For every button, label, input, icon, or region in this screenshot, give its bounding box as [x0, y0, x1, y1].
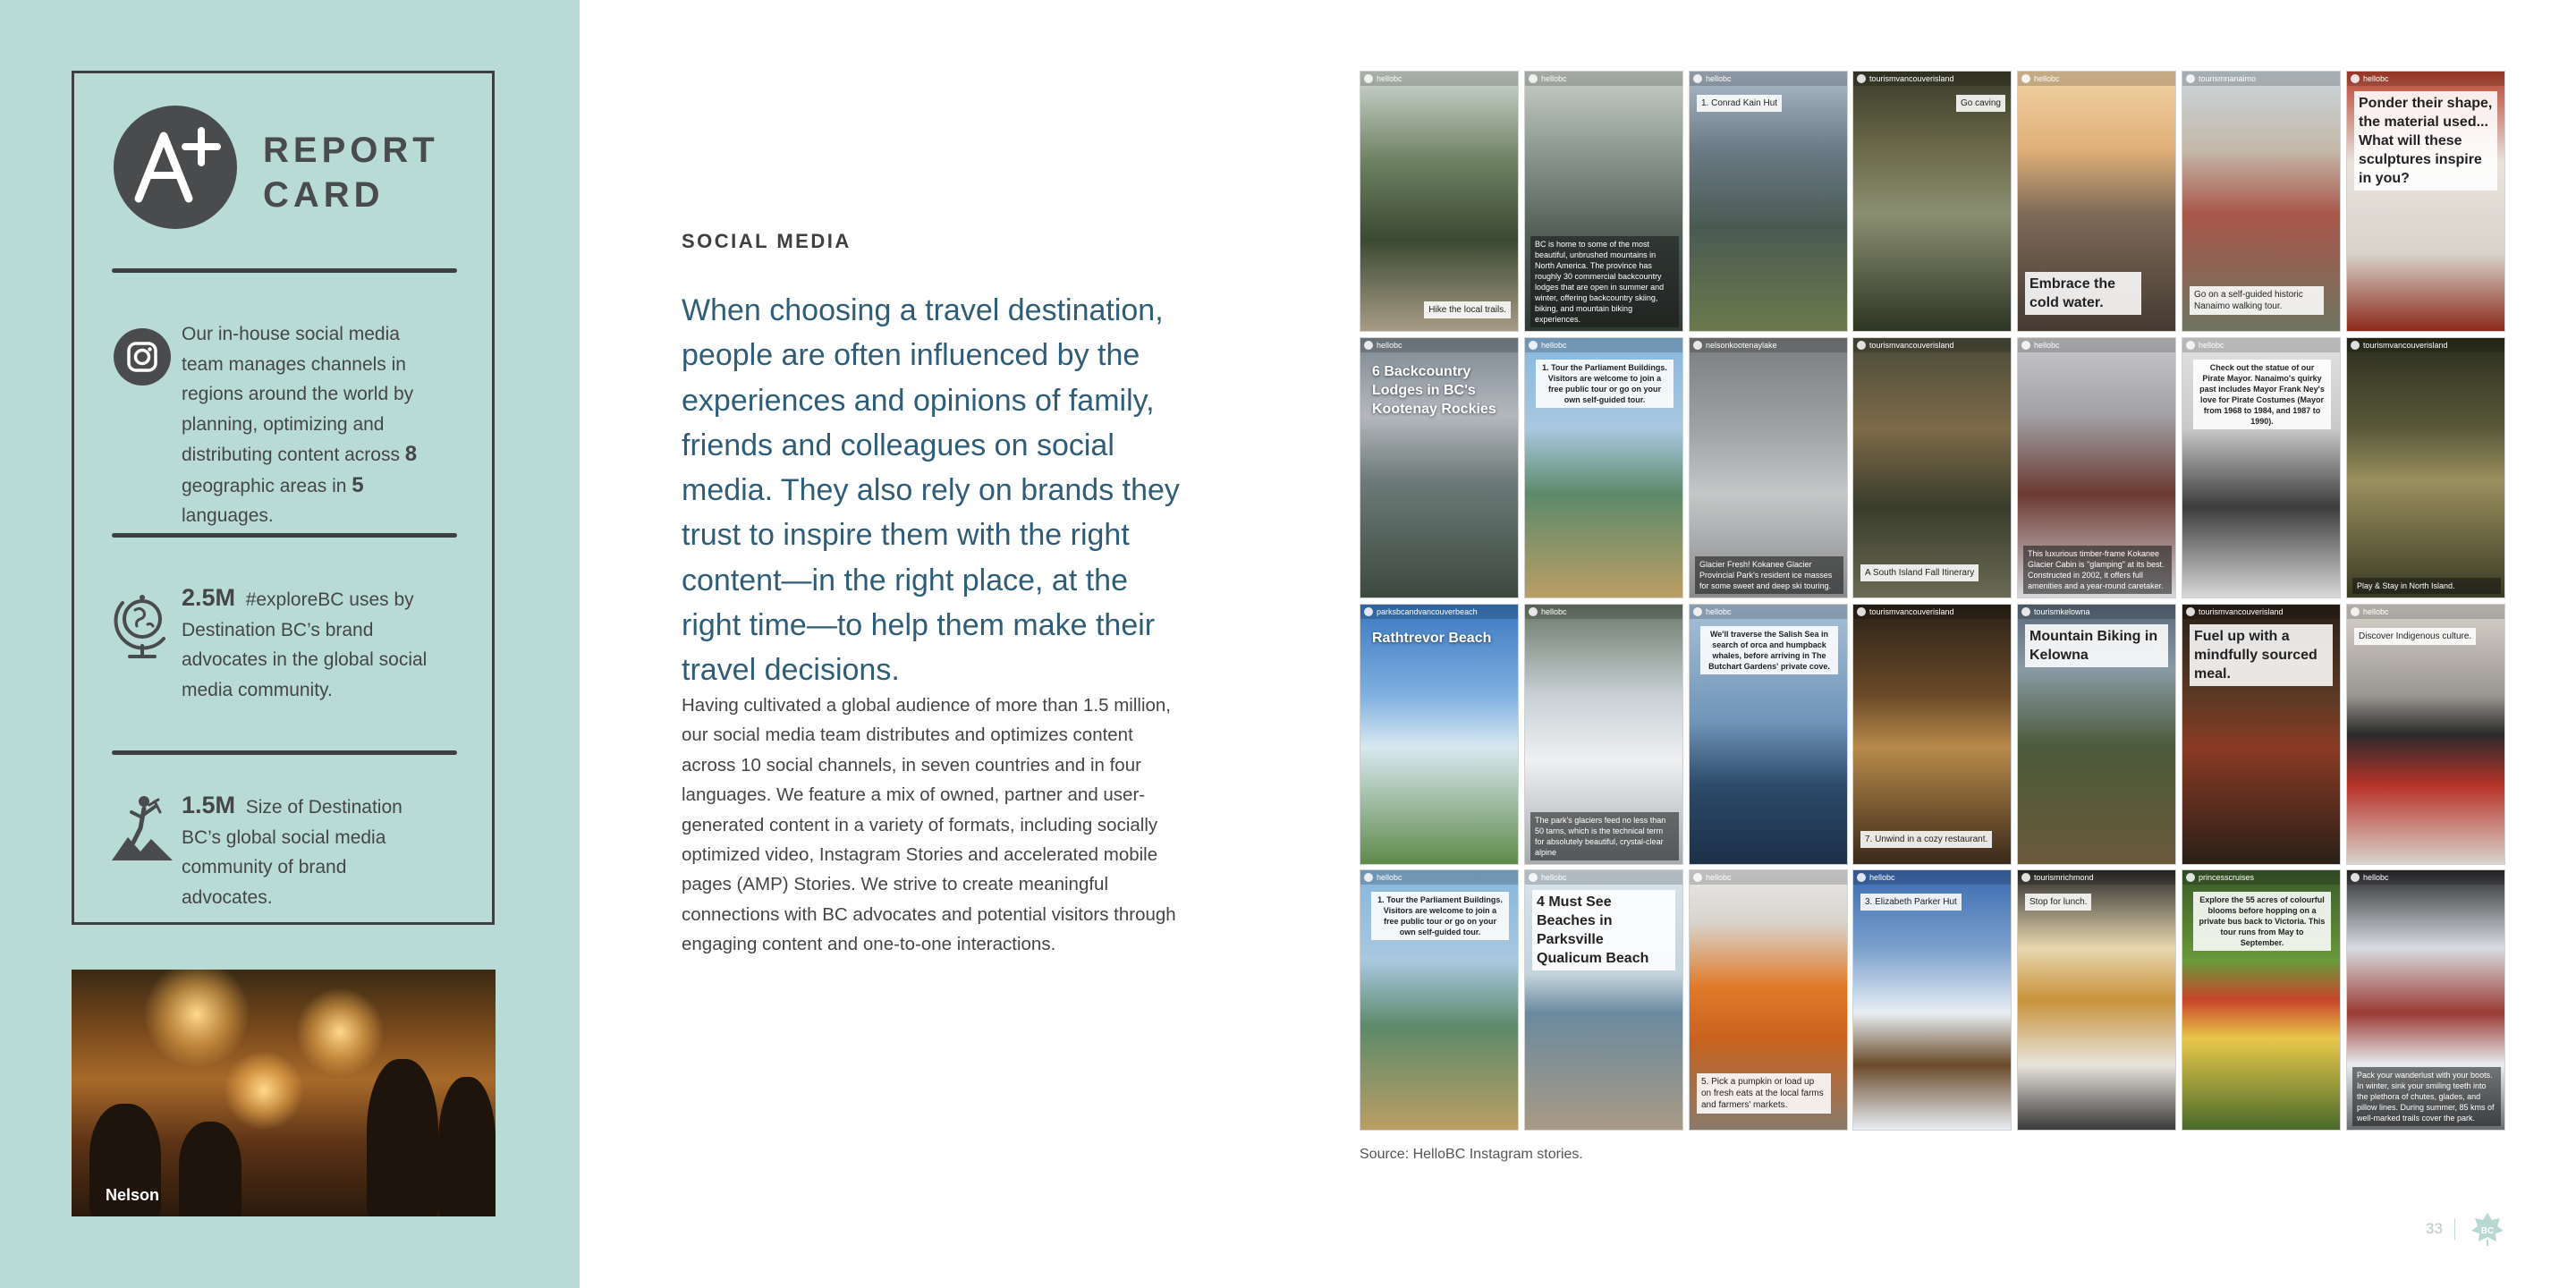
avatar [1693, 74, 1702, 83]
stat-social-team-text-c: languages. [182, 505, 274, 526]
story-account-bar [1360, 338, 1518, 352]
story-account: hellobc [1706, 873, 1732, 882]
stat-social-team-text-b: geographic areas in [182, 475, 352, 496]
story-account: hellobc [1541, 74, 1567, 83]
avatar [2186, 74, 2195, 83]
stat-community-value: 1.5M [182, 792, 236, 818]
story-caption: Check out the statue of our Pirate Mayor. Nanaimo's quirky past includes Mayor Frank Ney's love for Pirate Costumes (Mayor from 1968 to 1984, and 1987 to 1990). [2193, 360, 2331, 429]
story-tile[interactable] [1360, 337, 1519, 598]
story-account-bar [1690, 72, 1847, 86]
story-caption: Pack your wanderlust with your boots. In winter, sink your smiling teeth into the plethora of chutes, glades, and pillow lines. During summer, 85 kms of well-marked trails cover the park. [2352, 1067, 2501, 1126]
story-tile[interactable] [2182, 337, 2341, 598]
story-account: tourismkelowna [2034, 607, 2090, 616]
story-account-bar [2018, 870, 2175, 885]
divider [112, 533, 457, 538]
story-caption: Fuel up with a mindfully sourced meal. [2190, 624, 2333, 686]
story-account-bar [2182, 72, 2340, 86]
page-number: 33 [2426, 1220, 2443, 1237]
story-account: tourismvancouverisland [2363, 341, 2448, 350]
story-caption: 7. Unwind in a cozy restaurant. [1860, 831, 1992, 848]
story-caption: We'll traverse the Salish Sea in search of orca and humpback whales, before arriving in The Butchart Gardens' private cove. [1700, 626, 1838, 674]
story-account-bar [1853, 870, 2011, 885]
story-tile[interactable] [2017, 604, 2176, 865]
story-tile[interactable] [1852, 71, 2012, 332]
story-caption: Discover Indigenous culture. [2354, 628, 2476, 645]
avatar [1857, 74, 1866, 83]
story-account-bar [1360, 72, 1518, 86]
story-caption: Stop for lunch. [2025, 894, 2091, 911]
avatar [1364, 74, 1373, 83]
avatar [1857, 341, 1866, 350]
story-caption: Ponder their shape, the material used... What will these sculptures inspire in you? [2354, 91, 2497, 191]
story-caption: The park's glaciers feed no less than 50 tarns, which is the technical term for absolutely beautiful, crystal-clear alpine [1530, 812, 1679, 860]
stat-languages: 5 [352, 472, 364, 497]
story-account: tourismvancouverisland [1869, 74, 1954, 83]
story-caption: 3. Elizabeth Parker Hut [1860, 894, 1962, 911]
stat-explorebc-text: #exploreBC uses by Destination BC’s brand advocates in the global social media community. [182, 589, 428, 700]
light-glow [143, 970, 250, 1068]
avatar [1693, 873, 1702, 882]
story-caption: Glacier Fresh! Kokanee Glacier Provincial Park's resident ice masses for some sweet and deep ski touring. [1695, 556, 1843, 594]
story-account-bar [1690, 870, 1847, 885]
story-tile[interactable] [1524, 869, 1683, 1131]
story-caption: This luxurious timber-frame Kokanee Glacier Cabin is "glamping" at its best. Constructed in 2002, it offers full amenities and a year-round caretaker. [2023, 546, 2172, 594]
story-tile[interactable] [2346, 71, 2505, 332]
a-plus-icon [114, 106, 237, 229]
diner-silhouette [179, 1122, 242, 1216]
story-account-bar [2182, 605, 2340, 619]
report-card-title: REPORT CARD [263, 131, 439, 215]
story-account: parksbcandvancouverbeach [1377, 607, 1478, 616]
avatar [1529, 873, 1538, 882]
stat-explorebc-value: 2.5M [182, 584, 236, 611]
story-caption: 4 Must See Beaches in Parksville Qualicum Beach [1532, 890, 1675, 970]
story-account: hellobc [2199, 341, 2224, 350]
story-caption: 1. Tour the Parliament Buildings. Visitors are welcome to join a free public tour or go on your own self-guided tour. [1536, 360, 1674, 408]
light-glow [224, 1050, 304, 1131]
story-account: hellobc [1706, 74, 1732, 83]
story-account-bar [1360, 870, 1518, 885]
story-account-bar [2018, 338, 2175, 352]
stat-social-team [182, 319, 441, 531]
story-account-bar [2018, 72, 2175, 86]
story-caption: Go on a self-guided historic Nanaimo walking tour. [2190, 286, 2324, 315]
avatar [1364, 341, 1373, 350]
avatar [1693, 341, 1702, 350]
story-account-bar [1525, 338, 1682, 352]
photo-location-label: Nelson [106, 1186, 160, 1204]
divider [2454, 1218, 2455, 1240]
story-tile[interactable] [2346, 337, 2505, 598]
avatar [1364, 607, 1373, 616]
avatar [1364, 873, 1373, 882]
story-account: tourismvancouverisland [1869, 341, 1954, 350]
left-panel [0, 0, 580, 1288]
story-caption: Rathtrevor Beach [1372, 631, 1492, 646]
nelson-photo [72, 970, 496, 1216]
instagram-icon [112, 326, 173, 387]
story-account: tourismrichmond [2034, 873, 2094, 882]
story-tile[interactable] [1689, 71, 1848, 332]
avatar [2021, 873, 2030, 882]
story-account: hellobc [1706, 607, 1732, 616]
story-tile[interactable] [2017, 71, 2176, 332]
story-tile[interactable] [1360, 869, 1519, 1131]
story-account: hellobc [1377, 74, 1402, 83]
stat-explorebc [182, 583, 441, 705]
story-account-bar [1525, 605, 1682, 619]
logo-text: BC [2480, 1226, 2495, 1236]
story-account: hellobc [1541, 873, 1567, 882]
story-caption: 1. Tour the Parliament Buildings. Visitors are welcome to join a free public tour or go on your own self-guided tour. [1371, 892, 1509, 940]
story-caption: Embrace the cold water. [2025, 272, 2141, 315]
story-caption: Explore the 55 acres of colourful blooms before hopping on a private bus back to Victoria. This tour runs from May to September. [2193, 892, 2331, 951]
avatar [1693, 607, 1702, 616]
story-caption: Mountain Biking in Kelowna [2025, 624, 2168, 667]
story-account: tourismvancouverisland [2199, 607, 2284, 616]
stat-geographic-areas: 8 [404, 442, 418, 466]
story-account-bar [1853, 72, 2011, 86]
story-account-bar [2347, 870, 2504, 885]
source-note: Source: HelloBC Instagram stories. [1360, 1147, 1583, 1162]
story-tile[interactable] [2346, 869, 2505, 1131]
story-caption: 1. Conrad Kain Hut [1697, 95, 1782, 112]
story-tile[interactable] [1852, 337, 2012, 598]
divider [112, 750, 457, 755]
story-tile[interactable] [2346, 604, 2505, 865]
story-tile[interactable] [1524, 337, 1683, 598]
story-caption: 6 Backcountry Lodges in BC's Kootenay Rockies [1372, 364, 1496, 417]
story-tile[interactable] [2017, 337, 2176, 598]
story-account: hellobc [1541, 607, 1567, 616]
story-account: hellobc [2363, 74, 2389, 83]
story-caption: Hike the local trails. [1424, 301, 1511, 318]
story-account-bar [1853, 338, 2011, 352]
stat-community [182, 791, 441, 912]
avatar [2351, 873, 2360, 882]
story-account-bar [2182, 870, 2340, 885]
avatar [2021, 607, 2030, 616]
story-tile[interactable] [1524, 71, 1683, 332]
avatar [1529, 74, 1538, 83]
light-glow [295, 987, 385, 1077]
stat-community-text: Size of Destination BC’s global social media community of brand advocates. [182, 797, 402, 908]
story-account: princesscruises [2199, 873, 2255, 882]
avatar [2021, 341, 2030, 350]
avatar [2186, 341, 2195, 350]
hiker-icon [108, 792, 176, 864]
report-card-box [72, 71, 495, 925]
avatar [1857, 607, 1866, 616]
story-tile[interactable] [1689, 869, 1848, 1131]
body-paragraph: Having cultivated a global audience of more than 1.5 million, our social media team distributes and optimizes content across 10 social channels, in seven countries and in four languages. We feature a mix of owned, partner and user-generated content in a variety of formats, including socially optimized video, Instagram Stories and accelerated mobile pages (AMP) Stories. We strive to create meaningful connections with BC advocates and potential visitors through engaging content and one-to-one interactions. [682, 695, 1176, 955]
story-tile[interactable] [2017, 869, 2176, 1131]
avatar [1529, 607, 1538, 616]
story-account-bar [1525, 72, 1682, 86]
avatar [2021, 74, 2030, 83]
divider [112, 268, 457, 273]
avatar [2351, 74, 2360, 83]
story-account: tourismvancouverisland [1869, 607, 1954, 616]
globe-icon [108, 590, 176, 662]
story-account-bar [2347, 605, 2504, 619]
story-account: hellobc [1541, 341, 1567, 350]
story-account-bar [1853, 605, 2011, 619]
story-account-bar [2182, 338, 2340, 352]
story-tile[interactable] [1360, 604, 1519, 865]
story-account: hellobc [2363, 607, 2389, 616]
story-account: hellobc [1377, 873, 1402, 882]
story-caption: Play & Stay in North Island. [2352, 578, 2501, 594]
diner-silhouette [438, 1077, 496, 1216]
story-account-bar [2347, 338, 2504, 352]
avatar [2351, 607, 2360, 616]
section-kicker: SOCIAL MEDIA [682, 230, 852, 252]
avatar [2351, 341, 2360, 350]
story-caption: A South Island Fall Itinerary [1860, 564, 1979, 581]
story-caption: Go caving [1956, 95, 2005, 112]
story-tile[interactable] [1524, 604, 1683, 865]
avatar [1857, 873, 1866, 882]
story-account: hellobc [2034, 74, 2060, 83]
story-account: hellobc [2363, 873, 2389, 882]
lead-paragraph: When choosing a travel destination, people are often influenced by the experiences and opinions of family, friends and colleagues on social media. They also rely on brands they trust to inspire them with the right content—in the right place, at the right time—to help them make their travel decisions. [682, 293, 1180, 688]
story-account-bar [1690, 338, 1847, 352]
avatar [2186, 873, 2195, 882]
story-tile[interactable] [2182, 71, 2341, 332]
story-tile[interactable] [1360, 71, 1519, 332]
story-tile[interactable] [2182, 869, 2341, 1131]
story-account: hellobc [1377, 341, 1402, 350]
story-account: hellobc [1869, 873, 1895, 882]
avatar [2186, 607, 2195, 616]
story-account: tourismnanaimo [2199, 74, 2257, 83]
story-account: nelsonkootenaylake [1706, 341, 1777, 350]
story-tile[interactable] [1852, 869, 2012, 1131]
story-tile[interactable] [2182, 604, 2341, 865]
story-account-bar [1525, 870, 1682, 885]
destination-bc-logo [2470, 1211, 2504, 1247]
story-caption: BC is home to some of the most beautiful, unbrushed mountains in North America. The province has roughly 30 commercial backcountry lodges that are open in summer and winter, offering backcountry skiing, biking, and mountain biking experiences. [1530, 236, 1679, 327]
story-account-bar [2347, 72, 2504, 86]
story-account-bar [1690, 605, 1847, 619]
story-tile[interactable] [1689, 604, 1848, 865]
story-account-bar [2018, 605, 2175, 619]
avatar [1529, 341, 1538, 350]
stat-social-team-text-a: Our in-house social media team manages channels in regions around the world by planning, optimizing and distributing content across [182, 324, 414, 465]
story-account: hellobc [2034, 341, 2060, 350]
story-caption: 5. Pick a pumpkin or load up on fresh eats at the local farms and farmers' markets. [1697, 1073, 1831, 1114]
a-plus-badge [114, 106, 237, 229]
story-tile[interactable] [1852, 604, 2012, 865]
story-tile[interactable] [1689, 337, 1848, 598]
story-account-bar [1360, 605, 1518, 619]
diner-silhouette [367, 1059, 438, 1216]
